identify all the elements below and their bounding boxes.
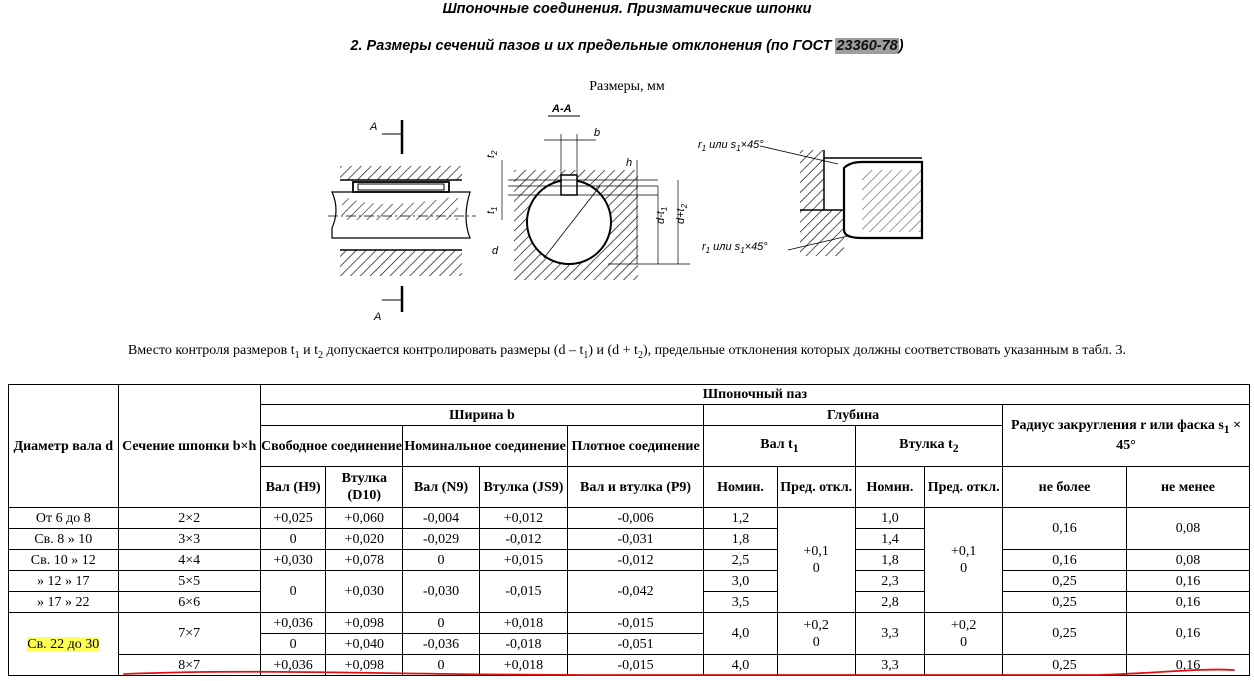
cell-d10: +0,078 [326, 550, 403, 571]
cell-js9: +0,018 [479, 613, 567, 634]
header-hub-t2: Втулка $t_2$ [855, 426, 1002, 467]
cell-d10: +0,060 [326, 508, 403, 529]
page-title: Шпоночные соединения. Призматические шпонки [442, 1, 812, 17]
cell-p9: -0,015 [567, 613, 703, 634]
cell-js9: +0,012 [479, 508, 567, 529]
dim-t2-label: $t_2$ [485, 150, 499, 158]
cell-js9: +0,015 [479, 550, 567, 571]
cell-d10: +0,030 [326, 571, 403, 613]
cell-t2-deviation: +0,1 0 [925, 508, 1003, 613]
cell-t1-nominal: 1,2 [704, 508, 778, 529]
header-shaft-t1: Вал $t_1$ [704, 426, 856, 467]
cell-diameter: » 17 » 22 [9, 592, 119, 613]
cell-diameter: Св. 10 » 12 [9, 550, 119, 571]
inspection-note: Вместо контроля размеров $t_1$ и $t_2$ допускается контролировать размеры $(d - t_1)$ и $(d + t_2)$, предельные отклонения которых должны соответствовать указанным в табл. 3. [127, 343, 1127, 361]
header-shaft-hub-p9: Вал и втулка (P9) [567, 467, 703, 508]
cell-radius-min: 0,16 [1126, 613, 1249, 655]
cell-p9: -0,031 [567, 529, 703, 550]
cell-n9: 0 [403, 613, 480, 634]
header-keyway: Шпоночный паз [260, 385, 1249, 405]
cell-t1-nominal: 2,5 [704, 550, 778, 571]
cell-js9: -0,012 [479, 529, 567, 550]
table-row [9, 613, 1250, 634]
cell-radius-min: 0,16 [1126, 592, 1249, 613]
cell-t2-deviation: +0,2 0 [925, 613, 1003, 655]
cell-p9: -0,042 [567, 571, 703, 613]
cell-h9: +0,036 [260, 613, 326, 634]
cell-h9: +0,025 [260, 508, 326, 529]
cross-section-view [485, 103, 690, 280]
dim-b-label: b [594, 127, 601, 139]
header-width: Ширина b [260, 405, 703, 426]
header-hub-d10: Втулка (D10) [326, 467, 403, 508]
header-shaft-n9: Вал (N9) [403, 467, 480, 508]
cell-t1-deviation: +0,2 0 [777, 613, 855, 655]
cell-t1-nominal: 1,8 [704, 529, 778, 550]
header-free-fit: Свободное соединение [260, 426, 402, 467]
cell-h9: 0 [260, 634, 326, 655]
header-shaft-h9: Вал (H9) [260, 467, 326, 508]
cell-radius-min: 0,16 [1126, 571, 1249, 592]
cell-t2-nominal: 1,8 [855, 550, 925, 571]
cell-js9: -0,015 [479, 571, 567, 613]
highlighted-diameter: Св. 22 до 30 [27, 636, 100, 652]
shaft-side-view [328, 120, 476, 323]
cell-section: 5×5 [118, 571, 260, 592]
header-t1-nominal: Номин. [704, 467, 778, 508]
cell-n9: 0 [403, 655, 480, 676]
cell-section: 7×7 [118, 613, 260, 655]
cell-n9: 0 [403, 550, 480, 571]
header-shaft-diameter: Диаметр вала d [9, 385, 119, 508]
cell-radius-max: 0,25 [1003, 613, 1127, 655]
gost-link[interactable]: 23360-78 [836, 38, 898, 54]
cell-t1-nominal: 4,0 [704, 655, 778, 676]
cell-section: 8×7 [118, 655, 260, 676]
cell-radius-max: 0,25 [1003, 655, 1127, 676]
chamfer-label-top: $r_1$ или $s_1\times 45^\circ$ [698, 139, 764, 153]
cell-d10: +0,020 [326, 529, 403, 550]
cell-t2-nominal: 1,0 [855, 508, 925, 529]
cell-radius-max: 0,16 [1003, 508, 1127, 550]
cell-js9: -0,018 [479, 634, 567, 655]
cell-radius-max: 0,25 [1003, 592, 1127, 613]
header-radius-max: не более [1003, 467, 1127, 508]
cell-h9: +0,036 [260, 655, 326, 676]
header-key-section: Сечение шпонки b×h [118, 385, 260, 508]
cell-h9: 0 [260, 571, 326, 613]
cell-t1-nominal: 4,0 [704, 613, 778, 655]
table-row [9, 508, 1250, 529]
cell-t2-nominal: 1,4 [855, 529, 925, 550]
cell-t1-nominal: 3,5 [704, 592, 778, 613]
cell-n9: -0,030 [403, 571, 480, 613]
table-subtitle [0, 38, 1254, 54]
header-t2-nominal: Номин. [855, 467, 925, 508]
header-radius: Радиус закругления r или фаска $s_1 \times 45^\circ$ [1003, 405, 1250, 467]
cell-section: 2×2 [118, 508, 260, 529]
cell-d10: +0,040 [326, 634, 403, 655]
keyway-drawing [318, 100, 930, 326]
subtitle-prefix: 2. Размеры сечений пазов и их предельные отклонения (по ГОСТ [350, 38, 836, 54]
cell-d10: +0,098 [326, 655, 403, 676]
header-hub-js9: Втулка (JS9) [479, 467, 567, 508]
cell-t1-deviation: +0,1 0 [777, 508, 855, 613]
header-tight-fit: Плотное соединение [567, 426, 703, 467]
header-t1-deviation: Пред. откл. [777, 467, 855, 508]
cell-diameter [9, 613, 119, 676]
subtitle-suffix: ) [898, 38, 904, 54]
header-depth: Глубина [704, 405, 1003, 426]
table-row [9, 550, 1250, 571]
cell-p9: -0,006 [567, 508, 703, 529]
cell-diameter: Св. 8 » 10 [9, 529, 119, 550]
keyway-dimensions-table [8, 384, 1250, 676]
cell-n9: -0,036 [403, 634, 480, 655]
table-row [9, 571, 1250, 592]
cell-h9: 0 [260, 529, 326, 550]
cell-t2-nominal: 3,3 [855, 613, 925, 655]
cell-n9: -0,029 [403, 529, 480, 550]
chamfer-label-bottom: $r_1$ или $s_1\times 45^\circ$ [702, 241, 768, 255]
red-underline-annotation [120, 664, 1240, 680]
cell-diameter: » 12 » 17 [9, 571, 119, 592]
cell-t2-nominal: 2,3 [855, 571, 925, 592]
cell-t2-nominal: 3,3 [855, 655, 925, 676]
header-radius-min: не менее [1126, 467, 1249, 508]
cell-radius-min: 0,08 [1126, 508, 1249, 550]
cell-radius-max: 0,16 [1003, 550, 1127, 571]
section-label: А-А [552, 103, 572, 115]
chamfer-detail-view [698, 139, 922, 256]
dim-h-label: h [626, 157, 633, 169]
cell-t2-nominal: 2,8 [855, 592, 925, 613]
cell-p9: -0,012 [567, 550, 703, 571]
cell-radius-min: 0,08 [1126, 550, 1249, 571]
cell-p9: -0,051 [567, 634, 703, 655]
dim-t1-label: $t_1$ [485, 206, 499, 214]
cell-radius-max: 0,25 [1003, 571, 1127, 592]
cell-n9: -0,004 [403, 508, 480, 529]
header-normal-fit: Номинальное соединение [403, 426, 568, 467]
cell-js9: +0,018 [479, 655, 567, 676]
cell-p9: -0,015 [567, 655, 703, 676]
cell-section: 3×3 [118, 529, 260, 550]
header-t2-deviation: Пред. откл. [925, 467, 1003, 508]
cell-h9: +0,030 [260, 550, 326, 571]
cell-diameter: От 6 до 8 [9, 508, 119, 529]
cut-label-top: А [370, 121, 378, 133]
units-label: Размеры, мм [589, 79, 665, 94]
cell-section: 6×6 [118, 592, 260, 613]
cell-section: 4×4 [118, 550, 260, 571]
cell-radius-min: 0,16 [1126, 655, 1249, 676]
dim-d-minus-t1-label: $d-t_1$ [655, 206, 669, 224]
cut-label-bottom: А [374, 311, 382, 323]
dim-d-plus-t2-label: $d+t_2$ [675, 203, 689, 224]
cell-t1-nominal: 3,0 [704, 571, 778, 592]
cell-d10: +0,098 [326, 613, 403, 634]
dim-d-label: d [492, 245, 499, 257]
